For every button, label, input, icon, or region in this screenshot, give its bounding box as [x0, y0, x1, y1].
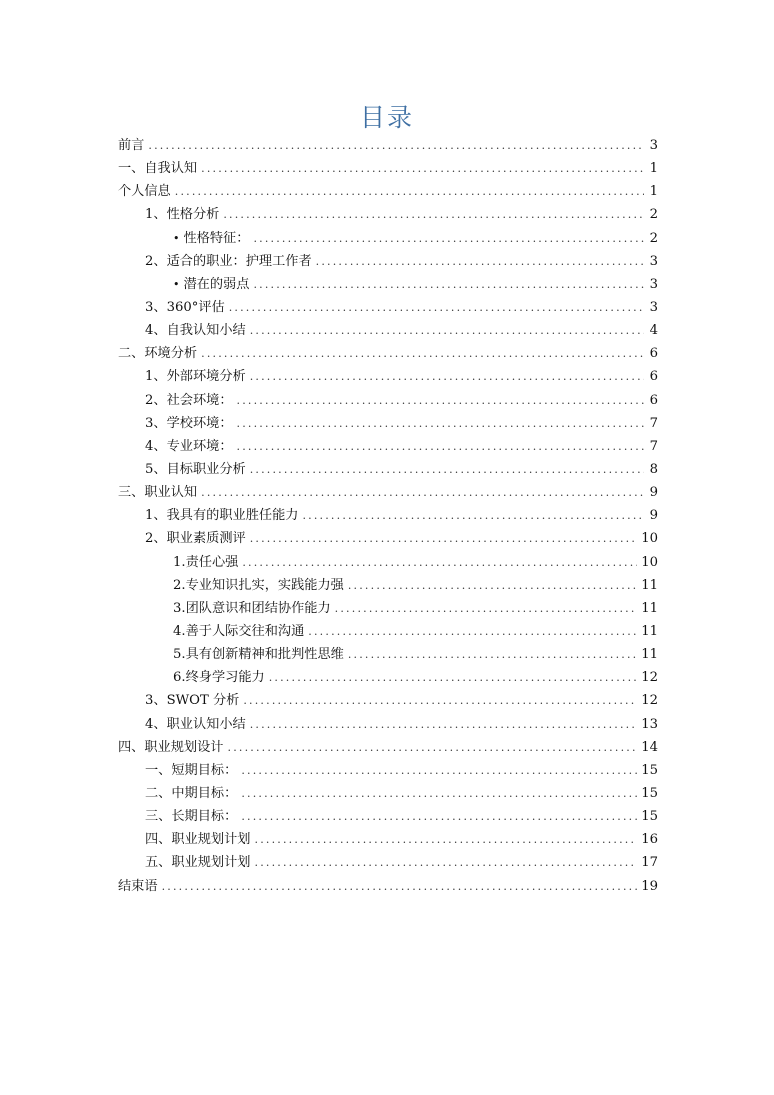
dot-leader [250, 713, 638, 736]
toc-entry[interactable] [118, 319, 658, 342]
toc-entry[interactable] [118, 574, 658, 597]
dot-leader [229, 296, 644, 319]
dot-leader [269, 666, 638, 689]
toc-entry[interactable] [118, 666, 658, 689]
toc-entry-label: 三、职业认知 [118, 485, 198, 501]
dot-leader [241, 805, 637, 828]
toc-entry-page-number: 11 [641, 577, 658, 593]
dot-leader [250, 365, 644, 388]
toc-entry[interactable] [118, 805, 658, 828]
toc-entry[interactable] [118, 713, 658, 736]
toc-entry-label: 4、自我认知小结 [145, 323, 246, 339]
toc-entry-page-number: 7 [649, 438, 658, 454]
toc-entry-label: 四、职业规划设计 [118, 739, 224, 755]
dot-leader [253, 273, 644, 296]
toc-entry[interactable] [118, 689, 658, 712]
toc-entry-page-number: 1 [649, 161, 658, 177]
toc-entry-page-number: 3 [649, 299, 658, 315]
bullet-icon: • [173, 277, 180, 291]
toc-entry-page-number: 6 [649, 369, 658, 385]
toc-entry-page-number: 3 [649, 253, 658, 269]
toc-entry-page-number: 11 [641, 600, 658, 616]
toc-entry-page-number: 16 [641, 832, 658, 848]
dot-leader [175, 180, 644, 203]
toc-entry[interactable] [118, 157, 658, 180]
toc-entry[interactable] [118, 250, 658, 273]
toc-entry-label: 二、环境分析 [118, 346, 198, 362]
toc-entry-label: 4、职业认知小结 [145, 716, 246, 732]
toc-entry-page-number: 12 [641, 693, 658, 709]
toc-entry-page-number: 3 [649, 276, 658, 292]
toc-entry-page-number: 8 [649, 461, 658, 477]
dot-leader [250, 527, 638, 550]
toc-entry-label: 6.终身学习能力 [173, 670, 265, 686]
dot-leader [162, 875, 638, 898]
toc-entry-label: 1、性格分析 [145, 207, 220, 223]
toc-entry[interactable] [118, 412, 658, 435]
toc-entry-label: 性格特征： [183, 230, 250, 246]
toc-entry[interactable] [118, 875, 658, 898]
toc-entry[interactable] [118, 782, 658, 805]
toc-entry[interactable] [118, 527, 658, 550]
toc-entry[interactable] [118, 736, 658, 759]
toc-entry-label: 个人信息 [118, 184, 171, 200]
dot-leader [348, 643, 637, 666]
toc-entry[interactable] [118, 134, 658, 157]
toc-entry-label: 1.责任心强 [173, 554, 239, 570]
dot-leader [250, 458, 644, 481]
toc-entry-page-number: 10 [641, 554, 658, 570]
dot-leader [201, 157, 644, 180]
toc-entry[interactable] [118, 389, 658, 412]
toc-entry-page-number: 15 [641, 762, 658, 778]
dot-leader [308, 620, 637, 643]
toc-entry-page-number: 11 [641, 647, 658, 663]
toc-entry-label: 一、短期目标： [145, 762, 238, 778]
toc-entry[interactable] [118, 458, 658, 481]
toc-entry-label: 4.善于人际交往和沟通 [173, 623, 305, 639]
dot-leader [255, 851, 638, 874]
toc-entry-page-number: 15 [641, 809, 658, 825]
toc-entry[interactable] [118, 273, 658, 296]
toc-entry[interactable] [118, 203, 658, 226]
toc-entry-label: 1、我具有的职业胜任能力 [145, 508, 299, 524]
toc-entry-page-number: 12 [641, 670, 658, 686]
toc-entry-page-number: 17 [641, 855, 658, 871]
toc-entry[interactable] [118, 365, 658, 388]
toc-entry-page-number: 7 [649, 415, 658, 431]
toc-entry-label: 四、职业规划计划 [145, 832, 251, 848]
toc-entry-page-number: 9 [649, 485, 658, 501]
dot-leader [302, 504, 644, 527]
toc-entry[interactable] [118, 551, 658, 574]
toc-entry-page-number: 10 [641, 531, 658, 547]
toc-entry-page-number: 4 [649, 323, 658, 339]
toc-entry-page-number: 14 [641, 739, 658, 755]
dot-leader [335, 597, 638, 620]
dot-leader [237, 412, 644, 435]
toc-entry-label: 3、360°评估 [145, 299, 225, 315]
dot-leader [148, 134, 644, 157]
dot-leader [253, 227, 644, 250]
dot-leader [243, 689, 637, 712]
toc-entry-label: 结束语 [118, 878, 158, 894]
toc-entry-label: 2.专业知识扎实，实践能力强 [173, 577, 344, 593]
dot-leader [201, 481, 644, 504]
toc-entry-page-number: 19 [641, 878, 658, 894]
toc-entry[interactable] [118, 597, 658, 620]
table-of-contents [118, 134, 658, 898]
dot-leader [316, 250, 644, 273]
toc-entry-label: 3、学校环境： [145, 415, 233, 431]
toc-entry-label: 5、目标职业分析 [145, 461, 246, 477]
dot-leader [237, 389, 644, 412]
dot-leader [228, 736, 638, 759]
dot-leader [223, 203, 644, 226]
toc-entry-label: 4、专业环境： [145, 438, 233, 454]
toc-title: 目录 [359, 103, 414, 132]
toc-entry-page-number: 1 [649, 184, 658, 200]
toc-entry[interactable] [118, 851, 658, 874]
toc-entry[interactable] [118, 481, 658, 504]
toc-entry[interactable] [118, 342, 658, 365]
toc-entry-label: 一、自我认知 [118, 161, 198, 177]
toc-entry[interactable] [118, 180, 658, 203]
dot-leader [242, 551, 637, 574]
toc-entry[interactable] [118, 296, 658, 319]
dot-leader [255, 828, 638, 851]
toc-entry-page-number: 6 [649, 346, 658, 362]
toc-entry-page-number: 2 [649, 230, 658, 246]
toc-entry[interactable] [118, 227, 658, 250]
toc-entry-label: 五、职业规划计划 [145, 855, 251, 871]
dot-leader [250, 319, 644, 342]
bullet-icon: • [173, 231, 180, 245]
toc-entry-label: 3.团队意识和团结协作能力 [173, 600, 331, 616]
toc-entry-page-number: 6 [649, 392, 658, 408]
toc-entry-label: 1、外部环境分析 [145, 369, 246, 385]
toc-entry-page-number: 2 [649, 207, 658, 223]
toc-entry-page-number: 13 [641, 716, 658, 732]
toc-entry[interactable] [118, 504, 658, 527]
toc-entry-label: 潜在的弱点 [183, 276, 250, 292]
dot-leader [348, 574, 637, 597]
toc-entry-label: 三、长期目标： [145, 809, 238, 825]
dot-leader [241, 782, 637, 805]
toc-entry-page-number: 3 [649, 138, 658, 153]
dot-leader [201, 342, 644, 365]
toc-entry-page-number: 15 [641, 785, 658, 801]
toc-entry-page-number: 9 [649, 508, 658, 524]
toc-entry[interactable] [118, 435, 658, 458]
toc-entry-label: 5.具有创新精神和批判性思维 [173, 647, 344, 663]
toc-entry-label: 前言 [118, 138, 145, 153]
dot-leader [237, 435, 644, 458]
toc-entry-page-number: 11 [641, 623, 658, 639]
dot-leader [241, 759, 637, 782]
toc-entry-label: 2、适合的职业：护理工作者 [145, 253, 312, 269]
toc-entry-label: 二、中期目标： [145, 785, 238, 801]
toc-entry[interactable] [118, 759, 658, 782]
toc-entry-label: 2、职业素质测评 [145, 531, 246, 547]
toc-entry-label: 3、SWOT 分析 [145, 693, 240, 709]
toc-entry-label: 2、社会环境： [145, 392, 233, 408]
toc-entry[interactable] [118, 828, 658, 851]
toc-entry[interactable] [118, 620, 658, 643]
toc-entry[interactable] [118, 643, 658, 666]
